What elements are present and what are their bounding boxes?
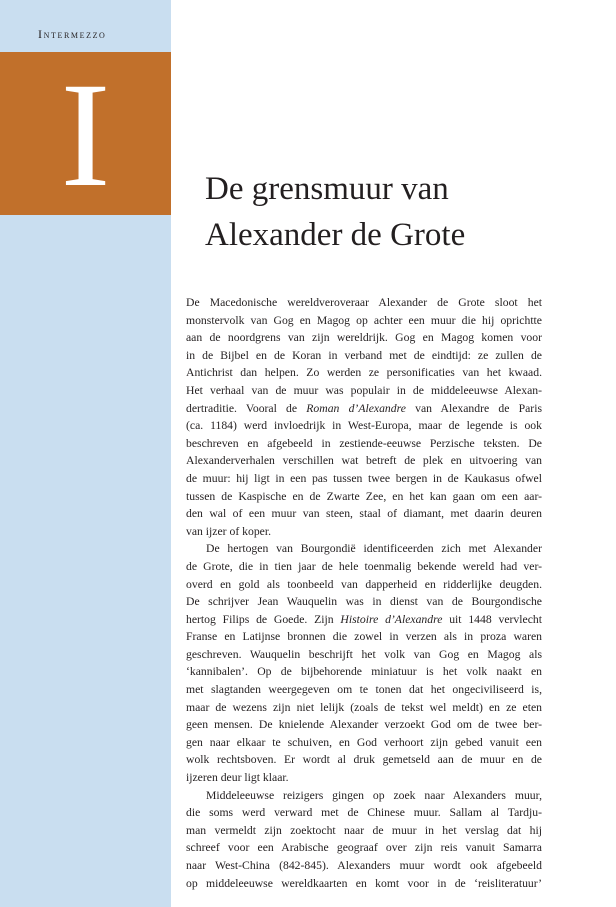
text-line: gen naar elkaar te schuiven, en God verhoort zijn gebed vanuit een <box>186 735 542 749</box>
text-line: in de Bijbel en de Koran in verband met de eindtijd: ze zullen de <box>186 348 542 362</box>
body-text <box>186 294 542 892</box>
text-line: die soms werd verward met de Chinese muur. Sallam al Tardju- <box>186 806 542 820</box>
text-line: dertraditie. Vooral de Roman d’Alexandre van Alexandre de Paris <box>186 401 542 415</box>
text-line: De schrijver Jean Wauquelin was in dienst van de Bourgondische <box>186 595 542 609</box>
text-line: geen mensen. De knielende Alexander verzoekt God om de twee ber- <box>186 718 542 732</box>
text-line: Alexanderverhalen verschillen wat betreft de plek en uitvoering van <box>186 454 542 468</box>
page-title <box>205 166 585 258</box>
text-line: met slagtanden weergegeven om te tonen dat het ongeciviliseerd is, <box>186 683 542 697</box>
text-line: (ca. 1184) werd invloedrijk in West-Europa, maar de legende is ook <box>186 419 542 433</box>
text-line: ‘kannibalen’. Op de bijbehorende miniatuur is het volk naakt en <box>186 665 542 679</box>
text-line: maar de wezens zijn niet lelijk (zoals de tekst wel meldt) en ze eten <box>186 700 542 714</box>
text-line: geschreven. Wauquelin beschrijft het volk van Gog en Magog als <box>186 647 542 661</box>
chapter-number-block <box>0 52 171 218</box>
italic-title: Roman d’Alexandre <box>306 401 406 415</box>
text-line: wolk rechtsboven. Er wordt al druk gemetseld aan de muur en de <box>186 753 542 767</box>
text-line: aan de noordgrens van zijn wereldrijk. Gog en Magog komen voor <box>186 331 542 345</box>
text-line: overd en gold als toonbeeld van dapperheid en ridderlijke deugden. <box>186 577 542 591</box>
text-line: De Macedonische wereldveroveraar Alexander de Grote sloot het <box>186 296 542 309</box>
text-line: op middeleeuwse wereldkaarten en komt voor in de ‘reisliteratuur’ <box>186 876 542 890</box>
text-line: beschreven en afgebeeld in zestiende-eeuwse Perzische teksten. De <box>186 436 542 450</box>
section-label: Intermezzo <box>38 27 107 41</box>
text-line: monstervolk van Gog en Magog op achter een muur die hij oprichtte <box>186 313 542 327</box>
text-line: Het verhaal van de muur was populair in de middeleeuwse Alexan- <box>186 383 542 397</box>
text-line: Middeleeuwse reizigers gingen op zoek naar Alexanders muur, <box>206 788 542 802</box>
text-line: ijzeren deur ligt klaar. <box>186 771 289 785</box>
text-line: hertog Filips de Goede. Zijn Histoire d’Alexandre uit 1448 vervlecht <box>186 612 542 626</box>
text-line: Antichrist dan helpen. Zo werden ze personificaties van het kwaad. <box>186 366 542 380</box>
text-line: den wal of een muur van steen, staal of diamant, met daarin deuren <box>186 507 542 521</box>
text-line: de Grote, die in tien jaar de hele toenmalig bekende wereld had ver- <box>186 559 542 573</box>
text-line: tussen de Kaspische en de Zwarte Zee, en het kan gaan om een aar- <box>186 489 542 503</box>
text-line: schreef voor een Arabische geograaf over zijn reis vanuit Samarra <box>186 841 542 855</box>
text-line: de muur: hij ligt in een pas tussen twee bergen in de Kaukasus ofwel <box>186 471 542 485</box>
title-line: Alexander de Grote <box>205 217 466 253</box>
text-line: Franse en Latijnse bronnen die zowel in verzen als in proza waren <box>186 630 542 644</box>
italic-title: Histoire d’Alexandre <box>340 612 443 626</box>
title-line: De grensmuur van <box>205 171 449 207</box>
chapter-number: I <box>60 52 111 218</box>
text-line: man vermeldt zijn zoektocht naar de muur in het verslag dat hij <box>186 823 542 837</box>
text-line: van ijzer of koper. <box>186 524 272 538</box>
text-line: naar West-China (842-845). Alexanders muur wordt ook afgebeeld <box>186 859 542 872</box>
text-line: De hertogen van Bourgondië identificeerden zich met Alexander <box>206 542 542 556</box>
